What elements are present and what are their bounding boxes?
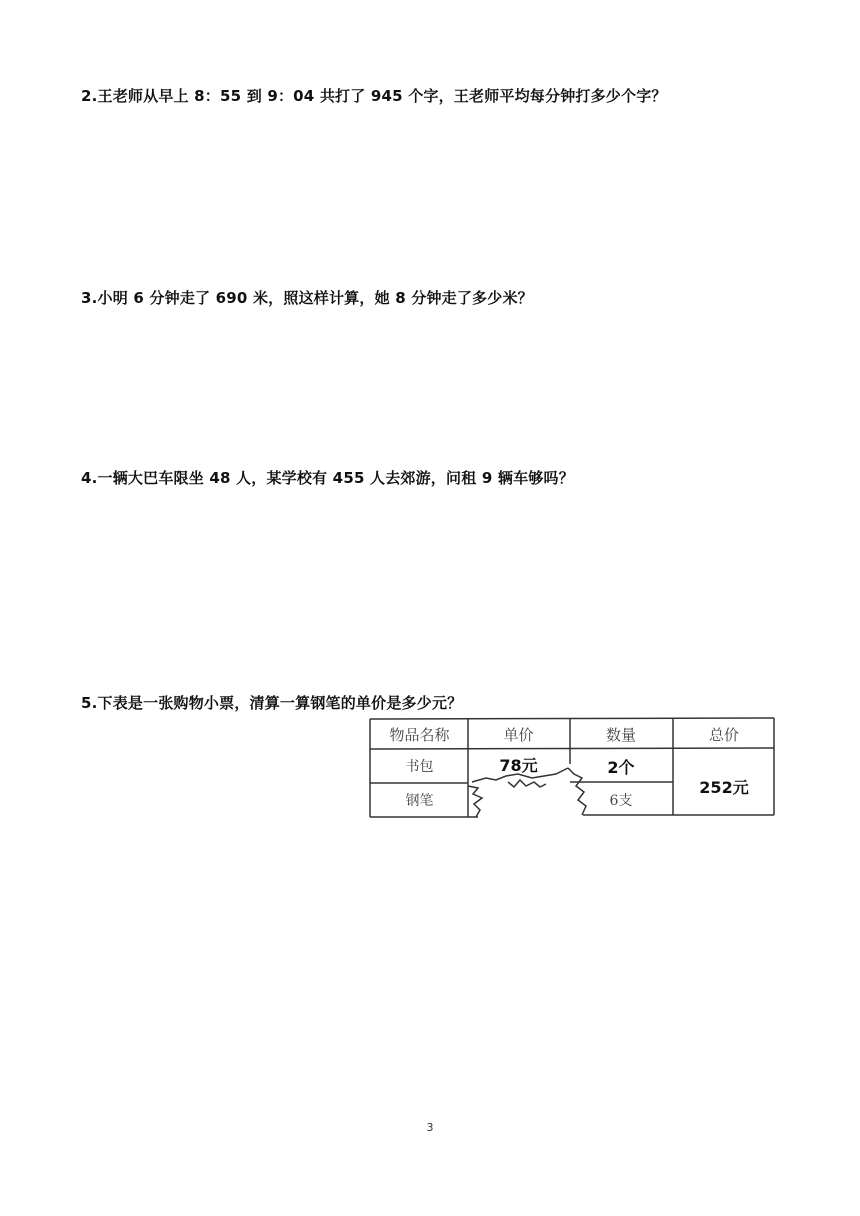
header-item-name: 物品名称 [389,726,450,744]
header-quantity: 数量 [605,726,636,744]
question-2: 2.王老师从早上 8：55 到 9：04 共打了 945 个字，王老师平均每分钟打多少个字？ [81,87,667,105]
header-unit-price: 单价 [503,726,534,744]
total-price-value: 252元 [699,778,749,797]
row-pen-name: 钢笔 [405,793,434,809]
question-4: 4.一辆大巴车限坐 48 人，某学校有 455 人去郊游，问租 9 辆车够吗？ [81,469,574,487]
row-schoolbag-price: 78元 [499,756,538,775]
page-number: 3 [426,1121,434,1134]
question-3: 3.小明 6 分钟走了 690 米，照这样计算，她 8 分钟走了多少米？ [81,289,533,307]
shopping-receipt-table [368,716,776,818]
header-total-price: 总价 [708,726,739,744]
row-schoolbag-qty: 2个 [607,758,635,777]
question-5: 5.下表是一张购物小票，清算一算钢笔的单价是多少元？ [81,694,463,712]
row-schoolbag-name: 书包 [405,759,434,775]
row-pen-qty: 6支 [609,793,633,809]
